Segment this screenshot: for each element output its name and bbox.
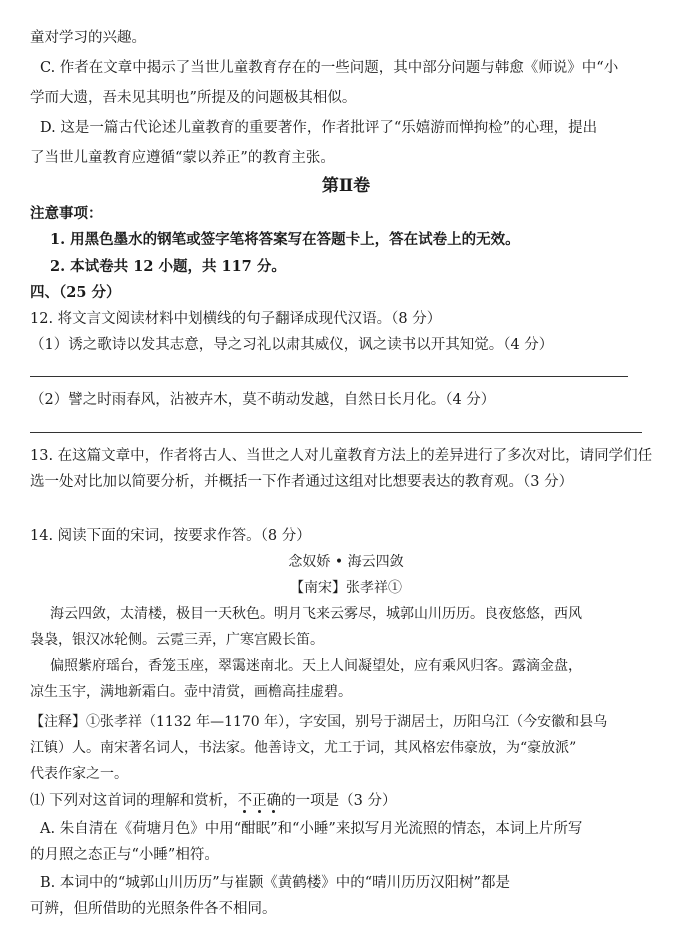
annotation-line-2: 江镇）人。南宋著名词人，书法家。他善诗文，尤工于词，其风格宏伟豪放，为“豪放派” xyxy=(30,740,577,756)
emphasis-char-1: 不 xyxy=(237,793,253,809)
option-c-line-2: 学而大遗，吾未见其明也”所提及的问题极其相似。 xyxy=(30,90,357,106)
question-12-stem: 12. 将文言文阅读材料中划横线的句子翻译成现代汉语。（8 分） xyxy=(30,311,442,327)
question-12-sub-2: （2）譬之时雨春风，沾被卉木，莫不萌动发越，自然日长月化。（4 分） xyxy=(30,392,496,408)
question-13-line-2: 选一处对比加以简要分析，并概括一下作者通过这组对比想要表达的教育观。（3 分） xyxy=(30,474,574,490)
question-14-stem: 14. 阅读下面的宋词，按要求作答。（8 分） xyxy=(30,528,311,544)
note-1: 1. 用黑色墨水的钢笔或签字笔将答案写在答题卡上，答在试卷上的无效。 xyxy=(50,231,520,248)
annotation-line-1: 【注释】①张孝祥（1132 年—1170 年），字安国，别号于湖居士，历阳乌江（今安徽和县乌 xyxy=(30,714,608,730)
question-13-line-1: 13. 在这篇文章中，作者将古人、当世之人对儿童教育方法上的差异进行了多次对比，请同学们任 xyxy=(30,448,653,464)
sub-1-suffix: 的一项是（3 分） xyxy=(281,793,397,809)
annotation-line-3: 代表作家之一。 xyxy=(30,766,128,782)
notes-heading: 注意事项： xyxy=(30,205,103,222)
sub-1-prefix: ⑴ 下列对这首词的理解和赏析， xyxy=(30,793,238,809)
note-2: 2. 本试卷共 12 小题，共 117 分。 xyxy=(50,258,286,275)
poem-line-2: 袅袅，银汉冰轮侧。云霓三弄，广寒宫殿长笛。 xyxy=(30,632,324,648)
poem-title: 念奴娇 • 海云四敛 xyxy=(288,554,404,570)
option-d-line-1: D. 这是一篇古代论述儿童教育的重要著作，作者批评了“乐嬉游而惮拘检”的心理，提出 xyxy=(40,120,598,136)
option-b-line-1: B. 本词中的“城郭山川历历”与崔颢《黄鹤楼》中的“晴川历历汉阳树”都是 xyxy=(40,875,511,891)
question-14-sub-1 xyxy=(30,791,674,811)
question-12-sub-1: （1）诱之歌诗以发其志意，导之习礼以肃其威仪，讽之读书以开其知觉。（4 分） xyxy=(30,337,554,353)
option-b-line-2: 可辨，但所借助的光照条件各不相同。 xyxy=(30,901,277,917)
poem-line-4: 凉生玉宇，满地新霜白。壶中清赏，画檐高挂虚碧。 xyxy=(30,684,352,700)
volume-title: 第Ⅱ卷 xyxy=(321,176,371,196)
option-a-line-1: A. 朱自清在《荷塘月色》中用“酣眠”和“小睡”来拟写月光流照的情态，本词上片所写 xyxy=(40,821,583,837)
emphasis-char-2: 正 xyxy=(252,793,267,809)
option-a-line-2: 的月照之态正与“小睡”相符。 xyxy=(30,847,219,863)
option-d-line-2: 了当世儿童教育应遵循“蒙以养正”的教育主张。 xyxy=(30,150,335,166)
answer-line-2 xyxy=(30,432,642,433)
poem-line-3: 偏照紫府瑶台，香笼玉座，翠霭迷南北。天上人间凝望处，应有乘风归客。露滴金盘， xyxy=(50,658,582,674)
answer-line-1 xyxy=(30,376,628,377)
option-b-continuation: 童对学习的兴趣。 xyxy=(30,30,146,46)
emphasis-char-3: 确 xyxy=(266,793,282,809)
part-heading: 四、（25 分） xyxy=(30,284,121,301)
option-c-line-1: C. 作者在文章中揭示了当世儿童教育存在的一些问题，其中部分问题与韩愈《师说》中“小 xyxy=(40,60,619,76)
poem-line-1: 海云四敛，太清楼，极目一天秋色。明月飞来云雾尽，城郭山川历历。良夜悠悠，西风 xyxy=(50,606,582,622)
poem-author: 【南宋】张孝祥① xyxy=(290,580,402,596)
